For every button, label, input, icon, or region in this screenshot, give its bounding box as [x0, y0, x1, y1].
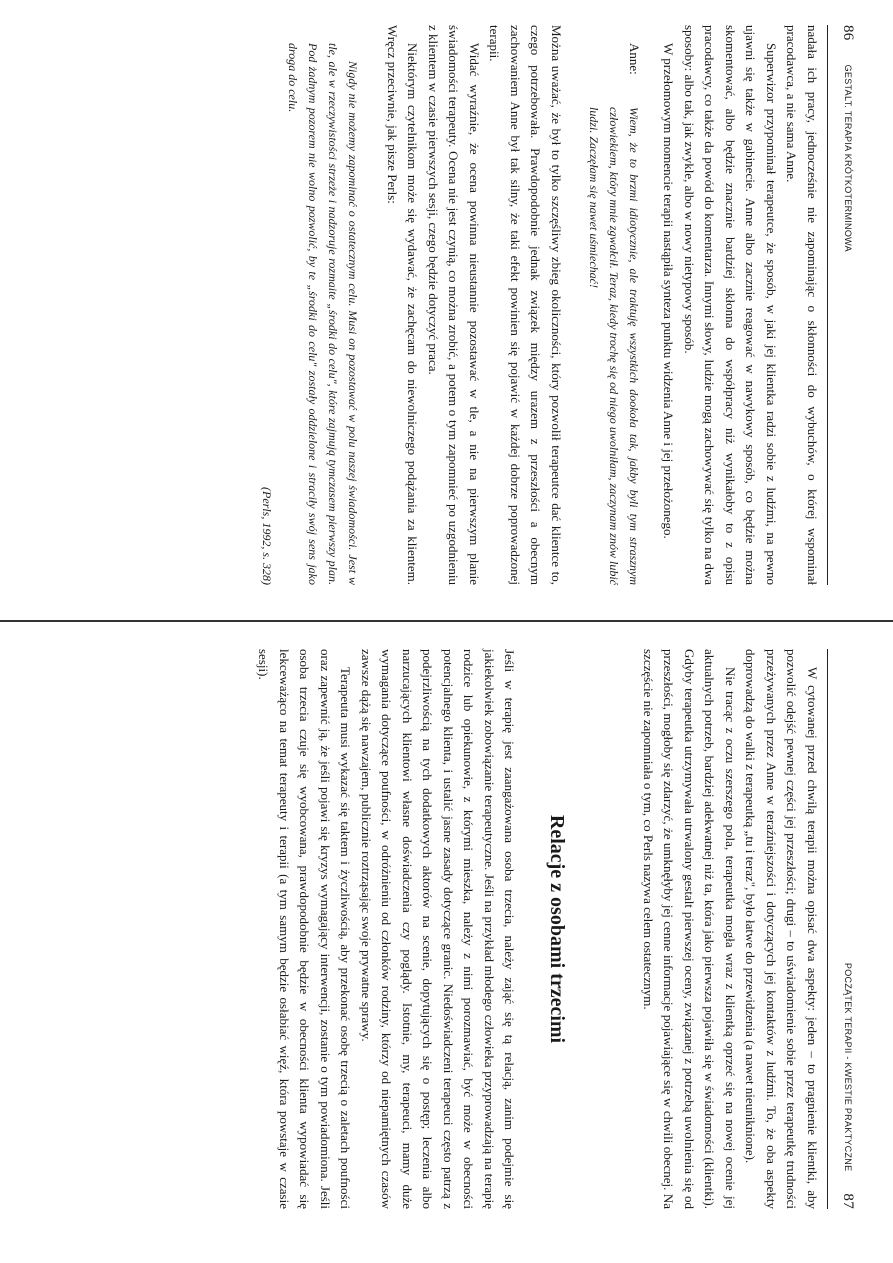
- paragraph: W przełomowym momencie terapii nastąpiła synteza punktu widzenia Anne i jej przełożonego.: [661, 43, 677, 539]
- paragraph: Jeśli w terapię jest zaangażowana osoba trzecia, należy zająć się tą relacją, zanim podejmie się jakiekolwiek zobowiązanie terapeutyczne. Jeśli na przykład młodego człowieka przyprowadzają na terapię rodzice lub opiekunowie, z którymi mieszka, należy z nimi porozmawiać, być może w obecności potencjalnego klienta, i ustalić jasne zasady dotyczące granic. Niedoświadczeni terapeuci często patrzą z podejrzliwością na tych dodatkowych aktorów na scenie, dopytujących się o postęp; leczenia albo narzucających klientowi własne doświadczenia czy poglądy. Istotnie, my, terapeuci, mamy duże wymagania dotyczące poufności, w odróżnieniu od członków rodziny, którzy od niepamiętnych czasów zawsze dążą się nawzajem, publicznie roztrząsając swoje prywatne sprawy.: [359, 649, 518, 1209]
- paragraph: Widać wyraźnie, że ocena powinna nieustannie pozostawać w tle, a nie na pierwszym planie świadomości terapeuty. Ocena nie jest czynią, co można zrobić, a potem o tym zapomnieć po uzgodnieniu z klientem w czasie pierwszych sesji, czego będzie dotyczyć praca.: [426, 25, 482, 585]
- paragraph: Nie tracąc z oczu szerszego pola, terapeutka mogła wraz z klientką oprzeć się na nowej ocenie jej aktualnych potrzeb, bardziej adekwatnej niż ta, która jako pierwsza pojawiła się w świadomości (klientki). Gdyby terapeutka utrzymywała utrwalony gestalt pierwszej oceny, związanej z potrzebą uwolnienia się od przeszłości, mogłoby się zdarzyć, że umknęłyby jej cenne informacje pojawiające się w chwili obecnej. Na szczęście nie zapomniała o tym, co Perls nazywa celem ostatecznym.: [641, 649, 738, 1209]
- paragraph: W cytowanej przed chwilą terapii można opisać dwa aspekty: jeden – to pragnienie klientki, aby pozwolić odejść pewnej części jej przeszłości; drugi – to uświadomienie sobie przez terapeutkę trudności przeżywanych przez Anne w teraźniejszości i dotyczących jej kontaktów z ludźmi. To, że oba aspekty doprowadzą do walki z terapeutką „tu i teraz", było łatwe do przewidzenia (a nawet nieuniknione).: [743, 649, 820, 1209]
- quote-text: Nigdy nie możemy zapominać o ostatecznym celu. Musi on pozostawać w polu naszej świadomości. Jest w tle, ale w rzeczywistości strzeże i nadzoruje rozmaite „środki do celu", które zajmują tymczasem pierwszy plan. Pod żadnym pozorem nie wolno pozwolić, by te „środki do celu" zostały oddzielone i straciły swój sens jako droga do celu.: [286, 43, 361, 585]
- right-page-body: [253, 649, 822, 1209]
- section-heading: Relacje z osobami trzecimi: [546, 814, 569, 1044]
- header-rule-right: [827, 649, 828, 1209]
- running-head-title-left: GESTALT. TERAPIA KRÓTKOTERMINOWA: [843, 64, 853, 252]
- paragraph: Niektórym czytelnikom może się wydawać, że zachęcam do niewolniczego podążania za klientem. Wręcz przeciwnie, jak pisze Perls:: [385, 25, 421, 585]
- running-head-title-right: POCZĄTEK TERAPII - KWESTIE PRAKTYCZNE: [843, 962, 853, 1172]
- dialogue-text: Wiem, że to brzmi idiotycznie, ale traktuję wszystkich dookoła tak, jakby byli tym strasznym człowiekiem, który mnie zgwałcił. Teraz, kiedy trochę się od niego uwolniłam, zaczynam znów lubić ludzi. Zaczęłam się nawet uśmiechać!: [587, 107, 641, 585]
- quote-citation: (Perls, 1992, s. 328): [260, 487, 275, 585]
- paragraph: Terapeuta musi wykazać się taktem i życzliwością, aby przekonać osobę trzecią o zaletach poufności oraz zapewnić ją, że jeśli pojawi się kryzys wymagający interwencji, zostanie o tym powiadomiona. Jeśli osoba trzecia czuje się wyobcowana, prawdopodobnie będzie w obecności klienta wypowiadać się lekceważąco na temat terapeuty i terapii (a tym samym będzie osłabiać więź, która powstaje w czasie sesji).: [256, 649, 354, 1209]
- dialogue-speaker: Anne:: [627, 43, 642, 75]
- running-head-left: [838, 25, 858, 585]
- page-gutter-divider: [0, 620, 893, 622]
- left-page-body: [258, 25, 823, 585]
- paragraph: Superwizor przypominał terapeutce, że sposób, w jaki jej klientka radzi sobie z ludźmi, na pewno ujawni się także w gabinecie. Anne albo zacznie reagować w nawykowy sposób, co będzie można skomentować, albo będzie znacznie bardziej skłonna do współpracy niż wynikałoby to z opisu pracodawcy, co także da powód do komentarza. Innymi słowy, ludzie mogą zachowywać się tylko na dwa sposoby: albo tak, jak zwykle, albo w nowy nietypowy sposób.: [682, 25, 779, 585]
- left-page: [18, 25, 858, 585]
- dialogue-block: [584, 25, 644, 585]
- paragraph: Można uważać, że był to tylko szczęśliwy zbieg okoliczności, który pozwolił terapeutce dać klientce to, czego potrzebowała. Prawdopodobnie jednak związek między urazem z przeszłości a obecnym zachowaniem Anne był tak silny, że taki efekt powinien się pojawić w każdej dobrze poprowadzonej terapii.: [487, 25, 564, 585]
- page-number-left: 86: [840, 25, 857, 41]
- page-number-right: 87: [840, 1193, 857, 1209]
- header-rule-left: [827, 25, 828, 585]
- running-head-right: [838, 649, 858, 1209]
- paragraph: nadała ich pracy, jednocześnie nie zapominając o skłonności do wybuchów, o której wspominał pracodawca, a nie sama Anne.: [784, 25, 820, 585]
- block-quote: [258, 25, 364, 585]
- right-page: [18, 649, 858, 1209]
